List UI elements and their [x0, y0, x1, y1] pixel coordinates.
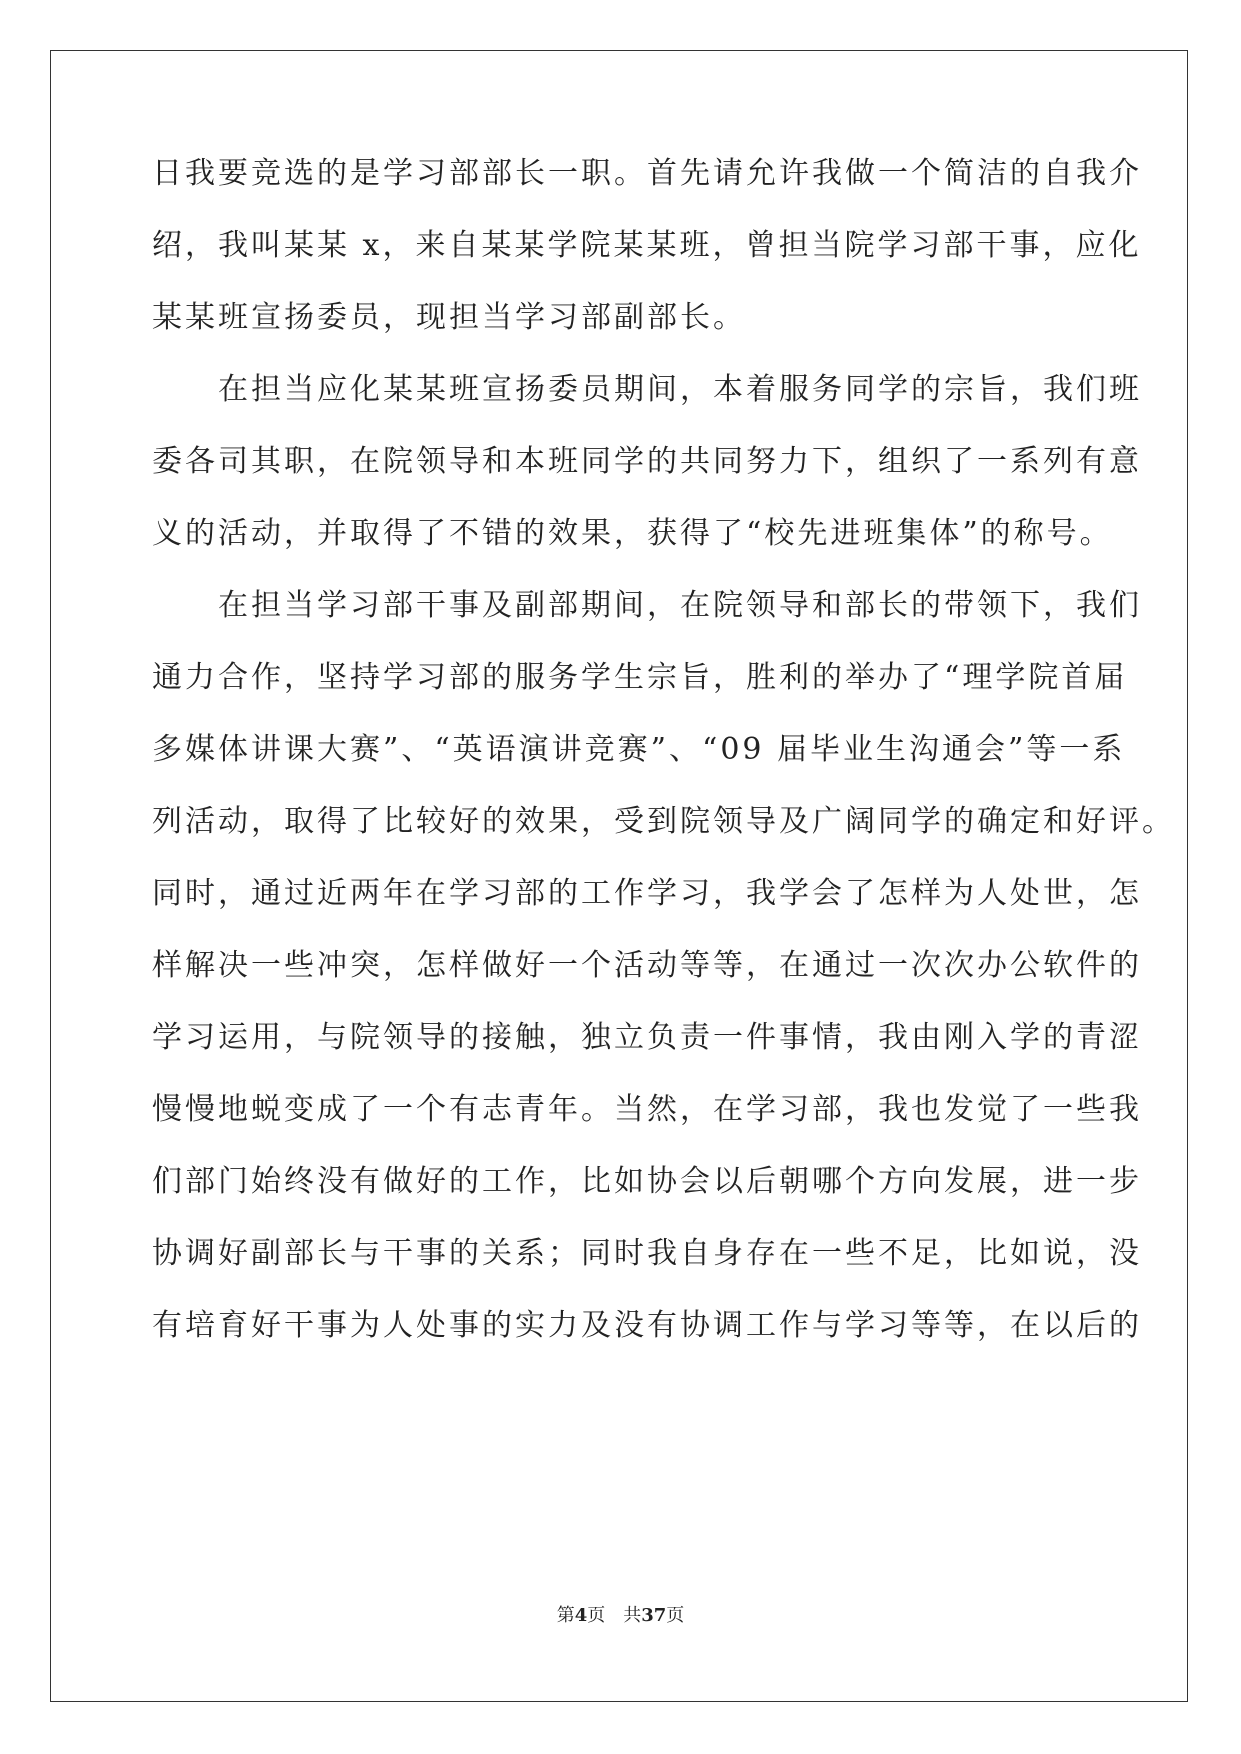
text-line: 日我要竞选的是学习部部长一职。首先请允许我做一个简洁的自我介 [152, 156, 1142, 191]
text-line: 慢慢地蜕变成了一个有志青年。当然，在学习部，我也发觉了一些我 [152, 1092, 1142, 1127]
text-line: 委各司其职，在院领导和本班同学的共同努力下，组织了一系列有意 [152, 444, 1142, 479]
text-line: 通力合作，坚持学习部的服务学生宗旨，胜利的举办了“理学院首届 [152, 660, 1128, 695]
total-pages: 37 [641, 1605, 667, 1626]
text-line: 有培育好干事为人处事的实力及没有协调工作与学习等等，在以后的 [152, 1308, 1142, 1343]
text-line: 某某班宣扬委员，现担当学习部副部长。 [152, 300, 746, 335]
page-number: 4 [574, 1605, 588, 1626]
text-line: 绍，我叫某某 x，来自某某学院某某班，曾担当院学习部干事，应化 [152, 228, 1142, 263]
text-line: 们部门始终没有做好的工作，比如协会以后朝哪个方向发展，进一步 [152, 1164, 1142, 1199]
text-line: 在担当应化某某班宣扬委员期间，本着服务同学的宗旨，我们班 [152, 372, 1142, 407]
text-line: 多媒体讲课大赛”、“英语演讲竞赛”、“09 届毕业生沟通会”等一系 [152, 732, 1126, 767]
total-unit: 页 [666, 1605, 685, 1626]
text-line: 同时，通过近两年在学习部的工作学习，我学会了怎样为人处世，怎 [152, 876, 1142, 911]
text-line: 列活动，取得了比较好的效果，受到院领导及广阔同学的确定和好评。 [152, 804, 1175, 839]
page-unit: 页 [587, 1605, 606, 1626]
text-line: 协调好副部长与干事的关系；同时我自身存在一些不足，比如说，没 [152, 1236, 1142, 1271]
total-prefix: 共 [623, 1605, 642, 1626]
text-line: 样解决一些冲突，怎样做好一个活动等等，在通过一次次办公软件的 [152, 948, 1142, 983]
text-line: 在担当学习部干事及副部期间，在院领导和部长的带领下，我们 [152, 588, 1142, 623]
text-line: 学习运用，与院领导的接触，独立负责一件事情，我由刚入学的青涩 [152, 1020, 1142, 1055]
page-prefix: 第 [556, 1605, 575, 1626]
text-line: 义的活动，并取得了不错的效果，获得了“校先进班集体”的称号。 [152, 516, 1113, 551]
page-footer [0, 1604, 1241, 1628]
